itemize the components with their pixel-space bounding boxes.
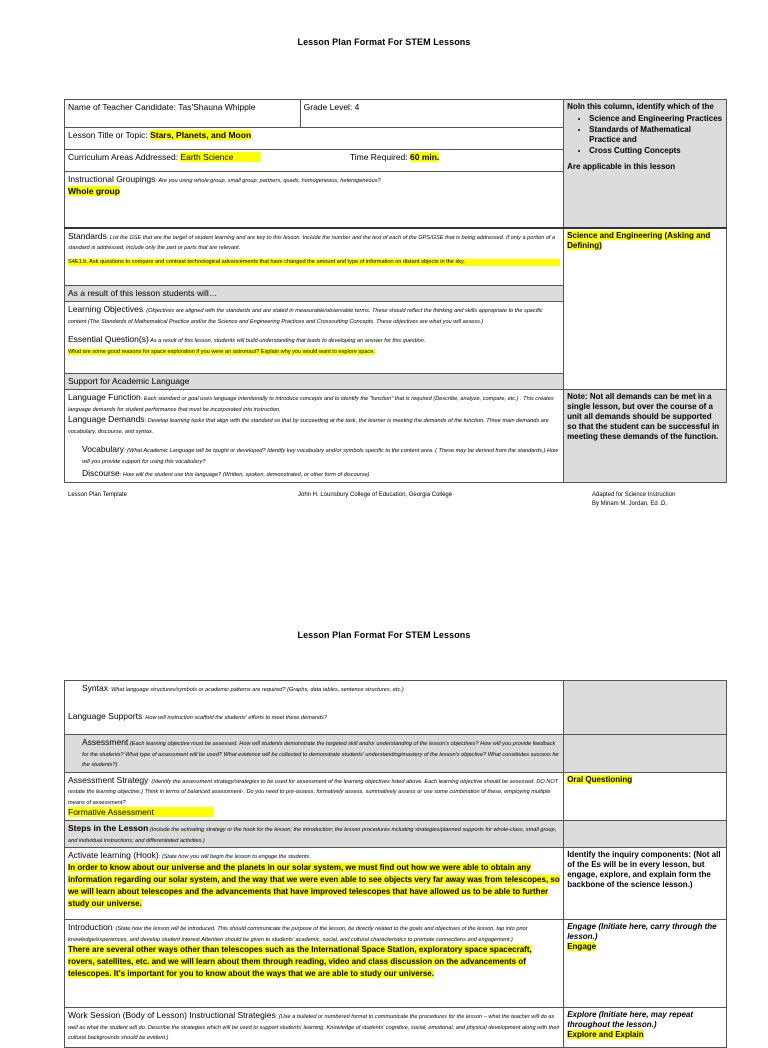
support-row: Support for Academic Language	[65, 374, 564, 390]
footer-center: John H. Lounsbury College of Education, Georgia College	[298, 492, 453, 498]
hook-right-cell: Identify the inquiry components: (Not all of the Es will be in every lesson, but engage, explore, and explain form the backbone of the science lesson.)	[564, 848, 727, 920]
practice-item: • Science and Engineering Practices	[589, 114, 723, 124]
engage-value: Engage	[567, 942, 597, 952]
introduction-cell: Introduction: (State how the lesson will be introduced. This should communicate the purpose of the lesson, be directly related to the goals and objectives of the lesson, tap into prior knowledge/experiences, and develop student interest Attention should be given to students' academic, social, and cultural characteristics to promote connections and engagement.) There are several other ways other than telescopes such as the International Space Station, exploratory space spacecraft, rovers, satellites, etc. and we will learn about them through reading, video and class discussion on the advancements of telescopes. It's important for you to know about the ways that we are able to study our universe.	[65, 920, 564, 1008]
curriculum-value: Earth Science	[180, 152, 261, 162]
strategy-right-value: Oral Questioning	[567, 774, 633, 784]
strategy-right-cell	[564, 772, 727, 821]
lesson-plan-table-2	[64, 680, 727, 1048]
curriculum-cell: Curriculum Areas Addressed: Earth Science Time Required: 60 min.	[65, 150, 564, 172]
objectives-cell: Learning Objectives: (Objectives are aligned with the standards and are stated in measurable/observable terms. These should reflect the thinking and skills appropriate to the specific content (The Standards of Mathematical Practice and/or the Science and Engineering Practices and Crosscutting Concepts. These objectives are what you will assess.) Essential Question(s) As a result of this lesson, students will build understanding that leads to developing an answer for this question. What are some good reasons for space exploration if you were an astronaut? Explain why you would want to explore space.	[65, 302, 564, 374]
footer-right: Adapted for Science Instruction By Miriam M. Jordan, Ed .D.	[592, 492, 676, 507]
topic-cell: Lesson Title or Topic: Stars, Planets, and Moon	[65, 128, 564, 150]
standards-right-cell	[564, 228, 727, 390]
hook-cell: Activate learning (Hook): (State how you will begin the lesson to engage the students. In order to know about our universe and the planets in our solar system, we must find out how we were able to obtain any information regarding our solar system, and the way that we were even able to see objects very far away was from telescopes, so we will learn about telescopes and the advancements that have improved telescopes that have allowed us to be able to further study our universe.	[65, 848, 564, 920]
language-cell: Language Function: Each standard or goal uses language intentionally to introduce concepts and to identify the "function" that is required (Describe, analyze, compare, etc.) . This creates language demands for student performance that must be incorporated into instruction. Language Demands: Develop learning tasks that align with the standard so that by succeeding at the task, the learner is meeting the demands of the function. Three main demands are vocabulary, discourse, and syntax. Vocabulary: (What Academic Language will be taught or developed? Identify key vocabulary and/or symbols specific to the content area. ( These may be derived from the standards.) How will you provide support for using this vocabulary? Discourse: How will the student use this language? (Written, spoken, demonstrated, or other form of discourse)	[65, 390, 564, 483]
essential-question-value: What are some good reasons for space exploration if you were an astronaut? Explain why you would want to explore space.	[68, 348, 375, 355]
explore-value: Explore and Explain	[567, 1030, 644, 1040]
teacher-name: Tas'Shauna Whipple	[178, 102, 256, 112]
teacher-cell: Name of Teacher Candidate: Tas'Shauna Whipple	[65, 100, 301, 128]
groupings-cell: Instructional Groupings: Are you using whole group, small group, partners, quads, homogeneous, heterogeneous? Whole group	[65, 172, 564, 228]
assessment-right-cell	[564, 735, 727, 773]
strategy-value: Formative Assessment	[68, 807, 214, 817]
syntax-cell: Syntax: What language structures/symbols or academic patterns are required? (Graphs, data tables, sentence structures, etc.) Language Supports: How will instruction scaffold the students' efforts to meet these demands?	[65, 681, 564, 735]
hook-value: In order to know about our universe and the planets in our solar system, we must find out how we were able to obtain any information regarding our solar system, and the way that we were even able to see objects very far away was from telescopes, so we will learn about telescopes and the advancements that have improved telescopes that have allowed us to be able to further study our universe.	[68, 862, 560, 908]
steps-cell: Steps in the Lesson (Include the activating strategy or the hook for the lesson; the introduction; the lesson procedures including strategies/planned supports for whole-class, small group, and individual instructions; and differentiated activities.)	[65, 821, 564, 848]
work-session-right-cell: Explore (Initiate here, may repeat throughout the lesson.) Explore and Explain	[564, 1008, 727, 1048]
result-row: As a result of this lesson students will…	[65, 286, 564, 302]
practice-item: • Cross Cutting Concepts	[589, 146, 723, 156]
standards-practice: Science and Engineering (Asking and Defining)	[567, 230, 711, 250]
practice-item: • Standards of Mathematical Practice and	[589, 125, 723, 145]
introduction-value: There are several other ways other than telescopes such as the International Space Station, exploratory space spacecraft, rovers, satellites, etc. and we will learn about them through reading, video and class discussion on the advancements of telescopes. It's important for you to know about the ways that we are able to study our universe.	[68, 945, 532, 979]
standards-cell: Standards: List the GSE that are the target of student learning and are key to this lesson. Include the number and the text of each of the GPS/GSE that is being addressed. If only a portion of a standard is addressed, include only the part or parts that are relevant. S4E1.b. Ask questions to compare and contrast technological advancements that have changed the amount and type of information on distant objects in the sky.	[65, 228, 564, 286]
grade-cell: Grade Level: 4	[300, 100, 564, 128]
assessment-cell: Assessment (Each learning objective must be assessed. How will students demonstrate the targeted skill and/or understanding of the lesson's objectives? How will you provide feedback for the students? What type of assessment will be used? What evidence will be collected to demonstrate students' understanding/mastery of the lesson's objective? What constitutes success for the students?)	[65, 735, 564, 773]
page-title-2: Lesson Plan Format For STEM Lessons	[297, 630, 471, 640]
topic-value: Stars, Planets, and Moon	[150, 130, 252, 140]
steps-right-cell	[564, 821, 727, 848]
syntax-right-cell	[564, 681, 727, 735]
groupings-value: Whole group	[68, 185, 120, 196]
note-cell: Note: Not all demands can be met in a single lesson, but over the course of a unit all demands should be supported so that the student can be successful in meeting these demands of the function.	[564, 390, 727, 483]
practices-list	[567, 114, 723, 156]
strategy-cell: Assessment Strategy: (Identify the assessment strategy/strategies to be used for assessment of the learning objectives listed above. Each learning objective should be assessed. DO NOT restate the learning objective.) Think in terms of balanced assessment-. Do you need to pre-assess, formatively assess, summatively assess or use some combination of these, employing multiple means of assessment? Formative Assessment	[65, 772, 564, 821]
work-session-cell: Work Session (Body of Lesson) Instructional Strategies: (Use a bulleted or numbered format to communicate the procedures for the lesson – what the teacher will do as well as what the student will do. Describe the strategies which will be used to support students' learning. Knowledge of students' cognitive, social, emotional, and physical development along with their cultural backgrounds should be evident.)	[65, 1008, 564, 1048]
introduction-right-cell: Engage (Initiate here, carry through the lesson.) Engage	[564, 920, 727, 1008]
standards-value: S4E1.b. Ask questions to compare and contrast technological advancements that have changed the amount and type of information on distant objects in the sky.	[68, 259, 560, 267]
footer-left: Lesson Plan Template	[68, 492, 127, 498]
grade-level: 4	[354, 102, 360, 112]
practices-column: NoIn this column, identify which of the • Science and Engineering Practices • Standards of Mathematical Practice and • Cross Cutting Concepts Are applicable in this lesson	[564, 100, 727, 228]
page-title: Lesson Plan Format For STEM Lessons	[297, 37, 471, 47]
time-value: 60 min.	[410, 152, 440, 162]
lesson-plan-table-1	[64, 99, 727, 483]
